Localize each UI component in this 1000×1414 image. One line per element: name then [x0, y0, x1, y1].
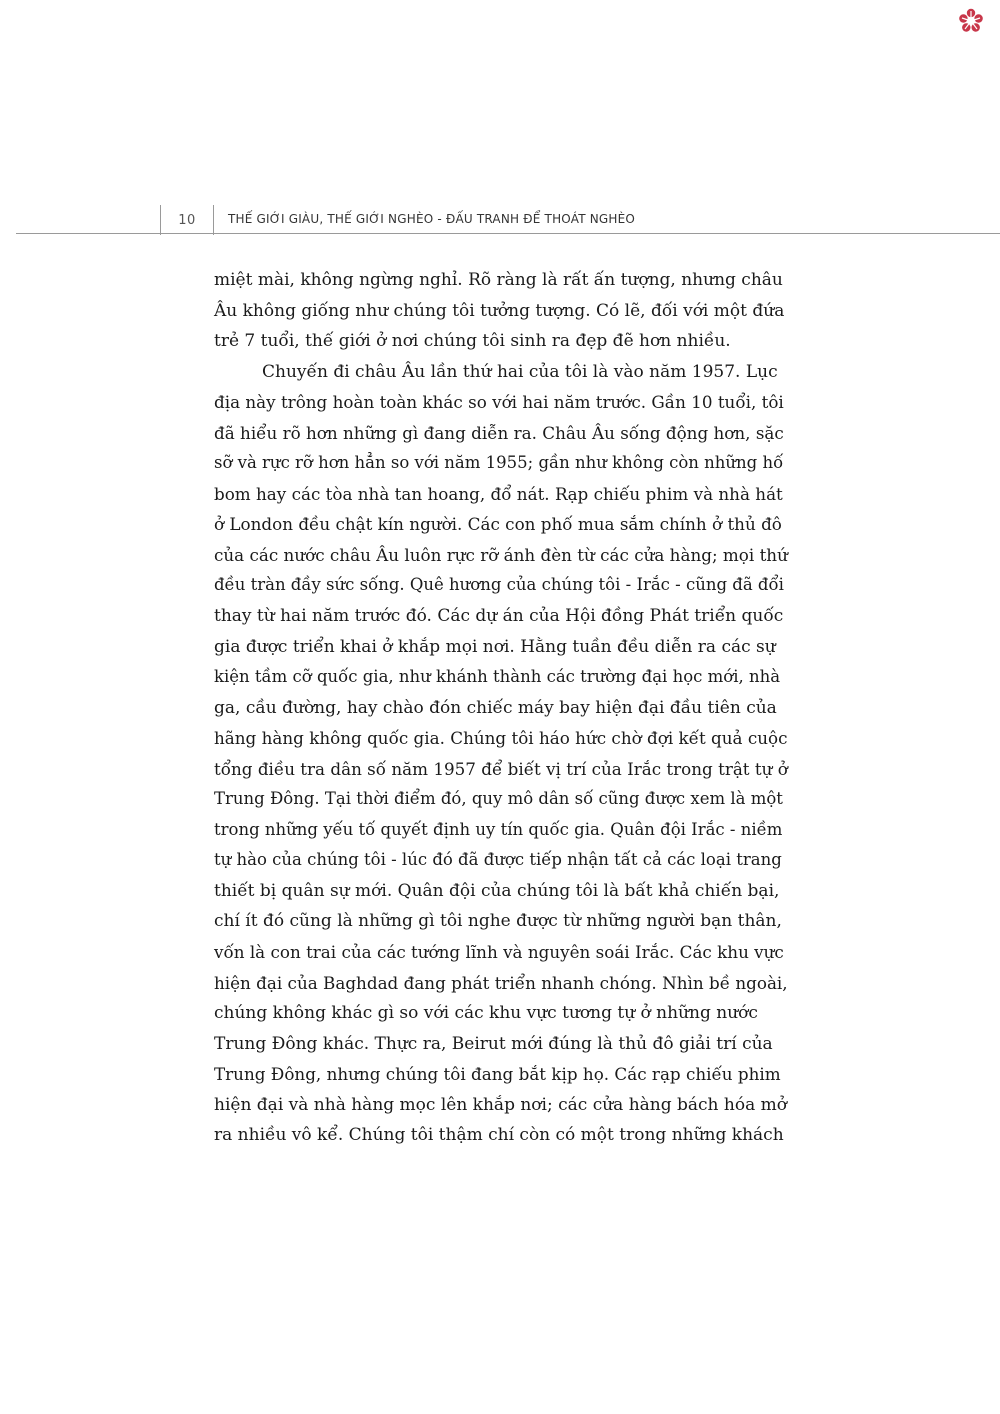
text-line: bom hay các tòa nhà tan hoang, đổ nát. Rạp chiếu phim và nhà hát	[214, 483, 783, 504]
text-line: hiện đại của Baghdad đang phát triển nhanh chóng. Nhìn bề ngoài,	[214, 972, 788, 993]
page-header	[16, 205, 1000, 237]
page-number-box	[160, 205, 214, 235]
text-line: gia được triển khai ở khắp mọi nơi. Hằng tuần đều diễn ra các sự	[214, 636, 776, 657]
text-line: chí ít đó cũng là những gì tôi nghe được từ những người bạn thân,	[214, 911, 782, 932]
text-line: của các nước châu Âu luôn rực rỡ ánh đèn từ các cửa hàng; mọi thứ	[214, 544, 788, 565]
text-line: hiện đại và nhà hàng mọc lên khắp nơi; các cửa hàng bách hóa mở	[214, 1094, 787, 1115]
text-line: ra nhiều vô kể. Chúng tôi thậm chí còn có một trong những khách	[214, 1125, 784, 1146]
text-line: địa này trông hoàn toàn khác so với hai năm trước. Gần 10 tuổi, tôi	[214, 392, 784, 413]
running-head: THẾ GIỚI GIÀU, THẾ GIỚI NGHÈO - ĐẤU TRANH ĐỂ THOÁT NGHÈO	[228, 212, 636, 226]
text-line: thay từ hai năm trước đó. Các dự án của Hội đồng Phát triển quốc	[214, 606, 784, 627]
text-line: Âu không giống như chúng tôi tưởng tượng. Có lẽ, đối với một đứa	[214, 300, 785, 321]
text-line: ở London đều chật kín người. Các con phố mua sắm chính ở thủ đô	[214, 514, 782, 535]
text-line: tự hào của chúng tôi - lúc đó đã được tiếp nhận tất cả các loại trang	[214, 850, 782, 870]
text-line: chúng không khác gì so với các khu vực tương tự ở những nước	[214, 1003, 758, 1024]
text-line: tổng điều tra dân số năm 1957 để biết vị trí của Irắc trong trật tự ở	[214, 758, 788, 779]
page-number: 10	[178, 213, 196, 228]
text-line: vốn là con trai của các tướng lĩnh và nguyên soái Irắc. Các khu vực	[214, 942, 784, 963]
text-line: Trung Đông khác. Thực ra, Beirut mới đúng là thủ đô giải trí của	[214, 1033, 773, 1054]
text-line: ga, cầu đường, hay chào đón chiếc máy bay hiện đại đầu tiên của	[214, 697, 777, 718]
text-line: sỡ và rực rỡ hơn hẳn so với năm 1955; gần như không còn những hố	[214, 453, 784, 473]
text-line: Chuyến đi châu Âu lần thứ hai của tôi là vào năm 1957. Lục	[262, 361, 778, 382]
flower-ornament-icon	[958, 8, 984, 34]
text-line: trẻ 7 tuổi, thế giới ở nơi chúng tôi sinh ra đẹp đẽ hơn nhiều.	[214, 331, 731, 352]
body-text	[214, 265, 788, 1151]
text-line: đều tràn đầy sức sống. Quê hương của chúng tôi - Irắc - cũng đã đổi	[214, 575, 784, 595]
text-line: trong những yếu tố quyết định uy tín quốc gia. Quân đội Irắc - niềm	[214, 819, 783, 839]
text-line: miệt mài, không ngừng nghỉ. Rõ ràng là rất ấn tượng, nhưng châu	[214, 270, 783, 290]
text-line: Trung Đông. Tại thời điểm đó, quy mô dân số cũng được xem là một	[214, 789, 783, 809]
text-line: hãng hàng không quốc gia. Chúng tôi háo hức chờ đợi kết quả cuộc	[214, 728, 788, 749]
text-line: đã hiểu rõ hơn những gì đang diễn ra. Châu Âu sống động hơn, sặc	[214, 422, 784, 443]
text-line: Trung Đông, nhưng chúng tôi đang bắt kịp họ. Các rạp chiếu phim	[214, 1064, 781, 1085]
text-line: thiết bị quân sự mới. Quân đội của chúng tôi là bất khả chiến bại,	[214, 880, 780, 901]
text-line: kiện tầm cỡ quốc gia, như khánh thành các trường đại học mới, nhà	[214, 667, 781, 687]
